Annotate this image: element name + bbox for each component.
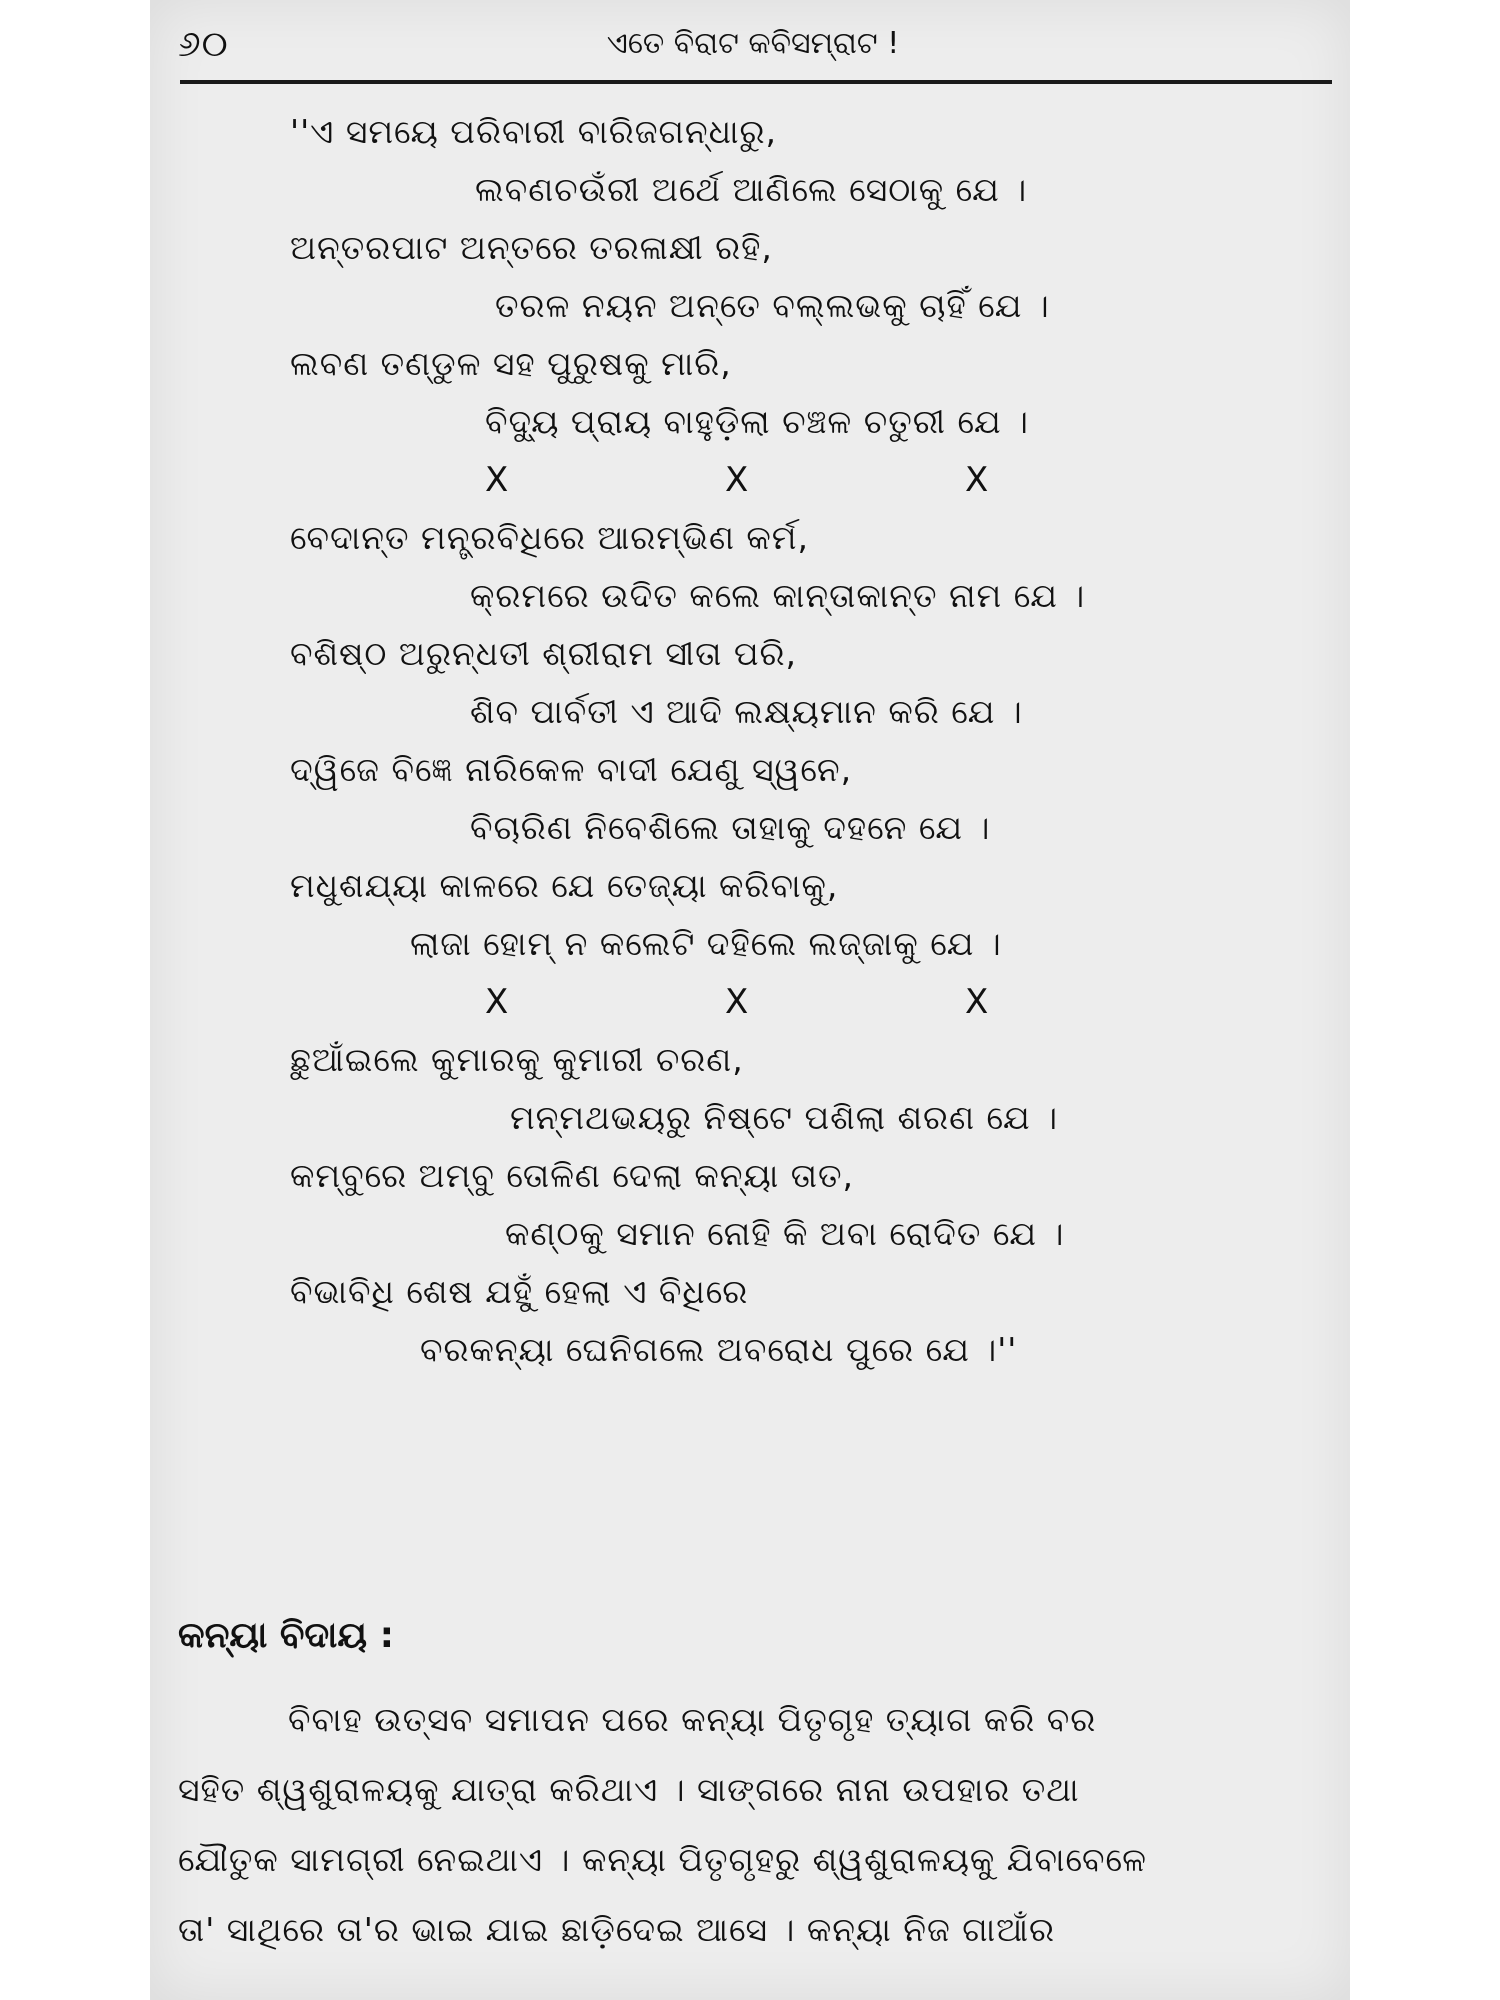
verse-line: ଲାଜା ହୋମ୍ ନ କଲେଟି ଦହିଲେ ଲଜ୍ଜାକୁ ଯେ । bbox=[410, 924, 1002, 963]
verse-line: ବିଚାରିଣ ନିବେଶିଲେ ତାହାକୁ ଦହନେ ଯେ । bbox=[470, 808, 991, 847]
verse-line: ଦ୍ୱିଜେ ବିଜ୍ଞେ ନାରିକେଳ ବାଦୀ ଯେଣୁ ସ୍ୱନେ, bbox=[290, 750, 853, 789]
verse-line: ବେଦାନ୍ତ ମନ୍ତ୍ରବିଧିରେ ଆରମ୍ଭିଣ କର୍ମ, bbox=[290, 518, 809, 557]
separator-mark: X bbox=[485, 460, 509, 500]
verse-line: ବରକନ୍ୟା ଘେନିଗଲେ ଅବରୋଧ ପୁରେ ଯେ ।'' bbox=[420, 1330, 1018, 1369]
verse-line: ବିଦ୍ୟୁ ପ୍ରାୟ ବାହୁଡ଼ିଲା ଚଞ୍ଚଳ ଚତୁରୀ ଯେ । bbox=[485, 402, 1029, 441]
separator-mark: X bbox=[965, 460, 989, 500]
book-page bbox=[150, 0, 1350, 2000]
verse-line: ''ଏ ସମୟେ ପରିବାରୀ ବାରିଜଗନ୍ଧାରୁ, bbox=[290, 112, 778, 151]
verse-line: ଅନ୍ତରପାଟ ଅନ୍ତରେ ତରଳାକ୍ଷୀ ରହି, bbox=[290, 228, 773, 267]
running-title: ଏତେ ବିରାଟ କବିସମ୍ରାଟ ! bbox=[606, 26, 900, 61]
paragraph-line: ତା' ସାଥିରେ ତା'ର ଭାଇ ଯାଇ ଛାଡ଼ିଦେଇ ଆସେ । କନ୍ୟା ନିଜ ଗାଆଁର bbox=[178, 1910, 1056, 1949]
page-header bbox=[178, 16, 1328, 80]
verse-line: ଲବଣଚଉଁରୀ ଅର୍ଥେ ଆଣିଲେ ସେଠାକୁ ଯେ । bbox=[475, 170, 1028, 209]
verse-line: ବଶିଷ୍ଠ ଅରୁନ୍ଧତୀ ଶ୍ରୀରାମ ସୀତା ପରି, bbox=[290, 634, 798, 673]
verse-line: ଛୁଆଁଇଲେ କୁମାରକୁ କୁମାରୀ ଚରଣ, bbox=[290, 1040, 744, 1079]
verse-line: ବିଭାବିଧି ଶେଷ ଯହୁଁ ହେଲା ଏ ବିଧିରେ bbox=[290, 1272, 749, 1311]
section-heading: କନ୍ୟା ବିଦାୟ : bbox=[178, 1615, 395, 1656]
paragraph-line: ସହିତ ଶ୍ୱଶୁରାଳୟକୁ ଯାତ୍ରା କରିଥାଏ । ସାଙ୍ଗରେ ନାନା ଉପହାର ତଥା bbox=[178, 1770, 1080, 1809]
paragraph-line: ଯୌତୁକ ସାମଗ୍ରୀ ନେଇଥାଏ । କନ୍ୟା ପିତୃଗୃହରୁ ଶ୍ୱଶୁରାଳୟକୁ ଯିବାବେଳେ bbox=[178, 1840, 1147, 1879]
verse-line: କ୍ରମରେ ଉଦିତ କଲେ କାନ୍ତାକାନ୍ତ ନାମ ଯେ । bbox=[470, 576, 1086, 615]
verse-line: କଣ୍ଠକୁ ସମାନ ନୋହି କି ଅବା ରୋଦିତ ଯେ । bbox=[505, 1214, 1065, 1253]
verse-line: ମନ୍ମଥଭୟରୁ ନିଷ୍ଟେ ପଶିଲା ଶରଣ ଯେ । bbox=[510, 1098, 1059, 1137]
page-number: ୬୦ bbox=[178, 24, 229, 65]
separator-mark: X bbox=[485, 982, 509, 1022]
verse-line: ମଧୁଶଯ୍ୟା କାଳରେ ଯେ ତେଜ୍ୟା କରିବାକୁ, bbox=[290, 866, 839, 905]
separator-mark: X bbox=[725, 982, 749, 1022]
verse-line: କମ୍ବୁରେ ଅମ୍ବୁ ତୋଳିଣ ଦେଲା କନ୍ୟା ତାତ, bbox=[290, 1156, 855, 1195]
separator-mark: X bbox=[725, 460, 749, 500]
separator-mark: X bbox=[965, 982, 989, 1022]
verse-line: ଶିବ ପାର୍ବତୀ ଏ ଆଦି ଲକ୍ଷ୍ୟମାନ କରି ଯେ । bbox=[470, 692, 1023, 731]
paragraph-line: ବିବାହ ଉତ୍ସବ ସମାପନ ପରେ କନ୍ୟା ପିତୃଗୃହ ତ୍ୟାଗ କରି ବର bbox=[288, 1700, 1097, 1739]
verse-line: ତରଳ ନୟନ ଅନ୍ତେ ବଲ୍ଲଭକୁ ଚାହିଁ ଯେ । bbox=[495, 286, 1050, 325]
header-rule bbox=[180, 80, 1332, 84]
verse-line: ଲବଣ ତଣ୍ଡୁଳ ସହ ପୁରୁଷକୁ ମାରି, bbox=[290, 344, 732, 383]
